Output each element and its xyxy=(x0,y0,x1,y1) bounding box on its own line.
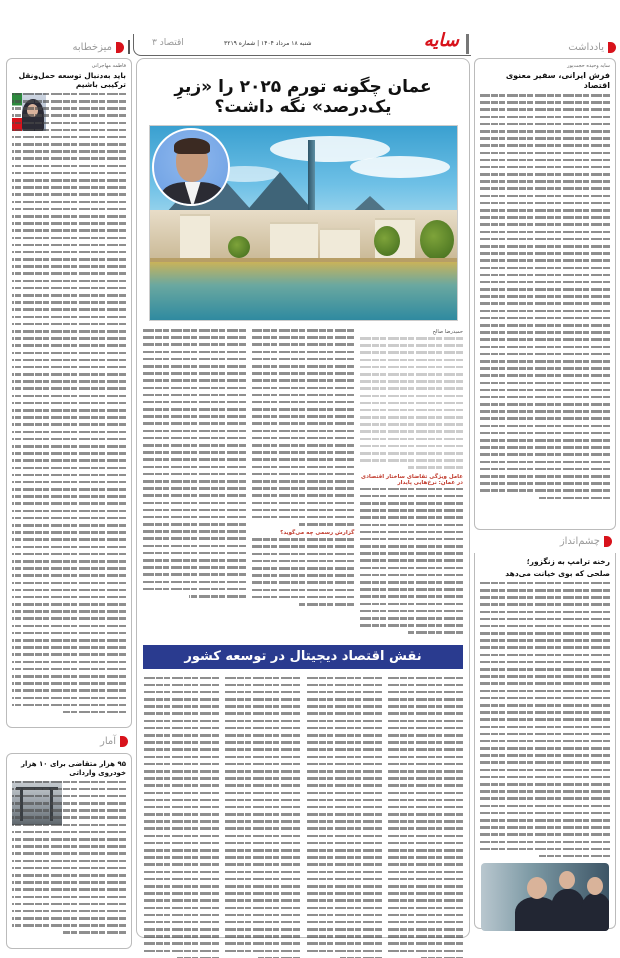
text-lines xyxy=(143,677,219,958)
eye-headline-2[interactable]: صلحی که بوی خیانت می‌دهد xyxy=(505,569,610,579)
person-figure xyxy=(581,893,609,931)
eye-section-tab[interactable] xyxy=(474,530,616,553)
article-col-2 xyxy=(252,329,355,639)
red-flag-icon xyxy=(120,736,128,747)
eye-headline-1[interactable]: رخنه ترامپ به زنگزور؛ xyxy=(526,557,610,566)
main-headline[interactable]: عمان چگونه تورم ۲۰۲۵ را «زیرِ یک‌درصد» نگه داشت؟ xyxy=(174,77,432,117)
iran-flag xyxy=(12,93,22,131)
text-lines xyxy=(252,329,355,526)
digital-col-3 xyxy=(225,677,301,958)
article-col-3 xyxy=(143,329,246,639)
eye-section-label: چشم‌انداز xyxy=(559,536,600,547)
main-article-body xyxy=(143,329,463,639)
article-subhead-1: عامل ویژگی تقاضای ساختار اقتصادی در عمان: نرخ‌هایی پایدار xyxy=(361,473,463,486)
right-column xyxy=(474,58,616,929)
note-kicker: سایه وحیده حجت‌پور xyxy=(567,63,610,69)
newspaper-logo[interactable]: سایه xyxy=(423,30,459,51)
page-number: ۳ xyxy=(152,38,157,48)
text-lines xyxy=(143,329,246,598)
stats-section-label: آمار xyxy=(99,736,116,747)
digital-article-body xyxy=(143,677,463,958)
text-lines xyxy=(12,93,126,714)
building xyxy=(320,228,360,262)
red-flag-icon xyxy=(608,42,616,53)
digital-economy-banner[interactable]: نقش اقتصاد دیجیتال در توسعه کشور xyxy=(143,645,463,669)
minister-photo xyxy=(12,93,46,131)
page-section xyxy=(152,38,184,48)
article-subhead-2: گزارش رسمی چه می‌گوید؟ xyxy=(280,530,355,537)
podium-kicker: فاطمه مهاجرانی xyxy=(91,63,126,69)
minaret xyxy=(308,140,315,220)
text-lines xyxy=(360,337,463,469)
digital-col-2 xyxy=(306,677,382,958)
text-lines xyxy=(388,677,464,958)
stats-section-tab[interactable] xyxy=(6,728,132,753)
section-tab-podium[interactable] xyxy=(50,36,130,58)
text-lines xyxy=(360,488,463,634)
article-col-1 xyxy=(360,329,463,639)
text-lines xyxy=(252,538,355,605)
water xyxy=(150,262,457,320)
podium-headline[interactable]: باید به‌دنبال توسعه حمل‌ونقل ترکیبی باشیم xyxy=(18,71,126,90)
digital-col-1 xyxy=(388,677,464,958)
oman-city-photo xyxy=(149,125,458,321)
eye-body xyxy=(480,582,610,858)
person-head xyxy=(559,871,575,889)
author-byline: حمیدرضا صالح xyxy=(432,329,463,335)
eye-article[interactable] xyxy=(474,553,616,929)
text-lines xyxy=(12,781,126,935)
note-article[interactable] xyxy=(474,58,616,530)
main-article-box xyxy=(136,58,470,938)
center-column xyxy=(136,58,470,938)
red-flag-icon xyxy=(116,42,124,53)
summit-photo xyxy=(481,863,609,931)
stats-headline[interactable]: ۹۵ هزار متقاضی برای ۱۰ هزار خودروی وارداتی xyxy=(20,760,126,777)
section-name: اقتصاد xyxy=(159,38,184,48)
stats-article[interactable] xyxy=(6,753,132,949)
masthead-divider xyxy=(466,34,469,54)
person-head xyxy=(527,877,547,899)
section-tab-note[interactable] xyxy=(496,36,616,58)
red-flag-icon xyxy=(604,536,612,547)
section-tab-label: یادداشت xyxy=(568,41,604,53)
building xyxy=(180,214,210,262)
podium-article[interactable] xyxy=(6,58,132,728)
tree xyxy=(374,226,400,256)
left-column xyxy=(6,58,132,949)
issue-date: شنبه ۱۸ مرداد ۱۴۰۴ | شماره ۳۲۱۹ xyxy=(224,40,312,47)
portrait-hair xyxy=(174,138,210,154)
building xyxy=(270,222,318,262)
note-headline[interactable]: فرش ایرانی، سفیر معنوی اقتصاد xyxy=(505,71,610,90)
cloud xyxy=(350,156,450,178)
section-tab-label: میزخطابه xyxy=(72,41,112,53)
note-body xyxy=(480,94,610,499)
masthead xyxy=(133,30,471,56)
text-lines xyxy=(306,677,382,958)
divider-bar-icon xyxy=(128,40,130,54)
tree xyxy=(420,220,454,260)
digital-col-4 xyxy=(143,677,219,958)
tree xyxy=(228,236,250,258)
person-figure xyxy=(551,889,585,931)
author-portrait xyxy=(152,128,230,206)
text-lines xyxy=(225,677,301,958)
